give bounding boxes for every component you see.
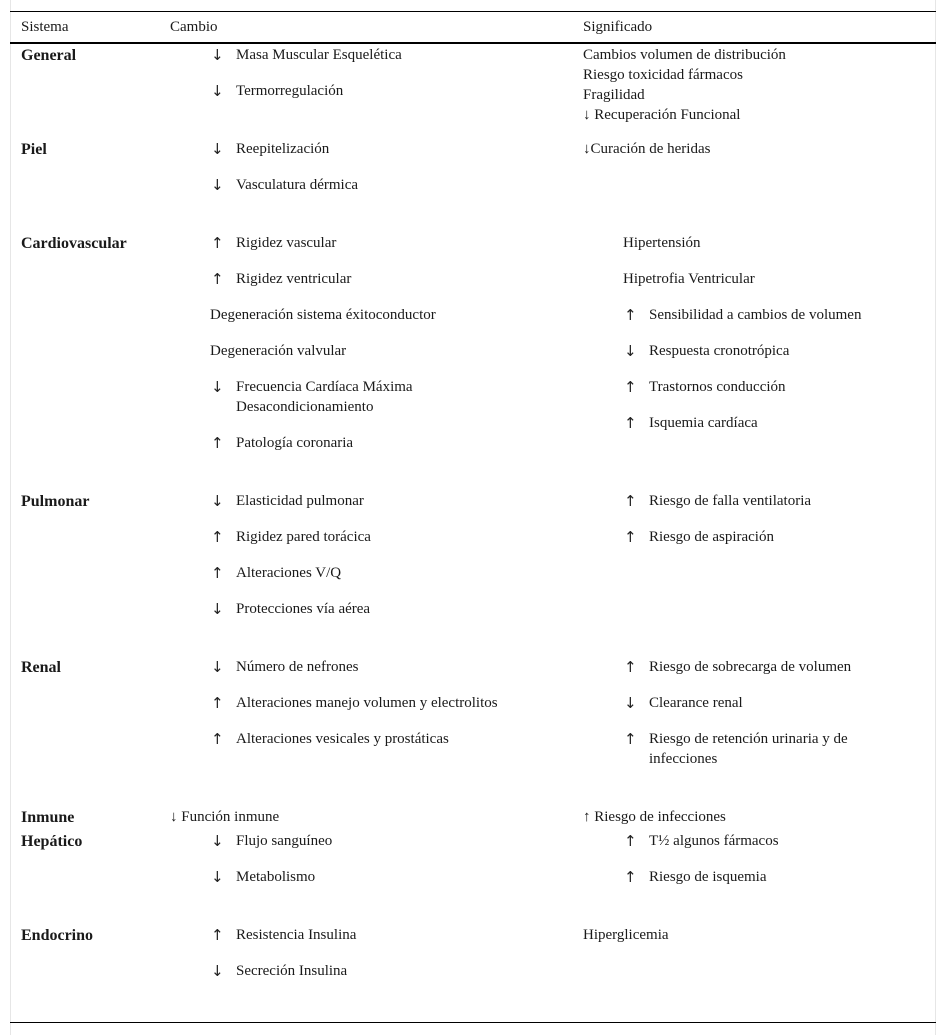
significado-item: Isquemia cardíaca: [649, 415, 758, 431]
significado-item: Riesgo toxicidad fármacos: [583, 67, 743, 83]
significado-item: Clearance renal: [649, 695, 743, 711]
arrow-up-icon: ↑: [211, 694, 224, 712]
significado-item: Trastornos conducción: [649, 379, 786, 395]
arrow-down-icon: ↓: [211, 832, 224, 850]
significado-item: ↓Curación de heridas: [583, 141, 711, 157]
system-name-renal: Renal: [21, 659, 61, 676]
column-header-significado: Significado: [583, 19, 653, 35]
significado-item: Riesgo de retención urinaria y de: [649, 731, 848, 747]
arrow-up-icon: ↑: [624, 658, 637, 676]
cambio-item: ↓ Función inmune: [170, 809, 280, 825]
cambio-item: Alteraciones manejo volumen y electrolitos: [236, 695, 498, 711]
system-name-endocrino: Endocrino: [21, 927, 94, 944]
system-name-pulmonar: Pulmonar: [21, 493, 90, 510]
cambio-item: Metabolismo: [236, 869, 316, 885]
column-header-cambio: Cambio: [170, 19, 218, 35]
cambio-item: Resistencia Insulina: [236, 927, 357, 943]
cambio-item: Flujo sanguíneo: [236, 833, 333, 849]
arrow-up-icon: ↑: [624, 414, 637, 432]
significado-item: Riesgo de isquemia: [649, 869, 767, 885]
cambio-item: Patología coronaria: [236, 435, 354, 451]
arrow-down-icon: ↓: [211, 492, 224, 510]
top-rule: [10, 11, 936, 12]
significado-item: T½ algunos fármacos: [649, 833, 779, 849]
system-name-hepatico: Hepático: [21, 833, 83, 850]
header-rule: [10, 42, 936, 44]
bottom-rule: [10, 1022, 936, 1023]
significado-item: Hipetrofia Ventricular: [623, 271, 755, 287]
significado-item: Riesgo de aspiración: [649, 529, 774, 545]
arrow-down-icon: ↓: [211, 658, 224, 676]
cambio-item: Frecuencia Cardíaca Máxima: [236, 379, 413, 395]
system-name-general: General: [21, 47, 77, 64]
arrow-down-icon: ↓: [624, 694, 637, 712]
arrow-up-icon: ↑: [624, 306, 637, 324]
cambio-item: Rigidez vascular: [236, 235, 337, 251]
cambio-item: Rigidez pared torácica: [236, 529, 371, 545]
significado-item: ↓ Recuperación Funcional: [583, 107, 741, 123]
cambio-item: Termorregulación: [236, 83, 344, 99]
significado-item: Sensibilidad a cambios de volumen: [649, 307, 862, 323]
arrow-down-icon: ↓: [211, 600, 224, 618]
arrow-up-icon: ↑: [211, 234, 224, 252]
cambio-item: Degeneración sistema éxitoconductor: [210, 307, 436, 323]
significado-item: Hiperglicemia: [583, 927, 669, 943]
significado-item: Riesgo de falla ventilatoria: [649, 493, 812, 509]
cambio-item: Protecciones vía aérea: [236, 601, 371, 617]
arrow-up-icon: ↑: [624, 868, 637, 886]
system-name-inmune: Inmune: [21, 809, 75, 826]
significado-item: Hipertensión: [623, 235, 701, 251]
cambio-item: Desacondicionamiento: [236, 399, 374, 415]
arrow-up-icon: ↑: [211, 270, 224, 288]
column-header-sistema: Sistema: [21, 19, 69, 35]
cambio-item: Secreción Insulina: [236, 963, 348, 979]
arrow-up-icon: ↑: [211, 926, 224, 944]
cambio-item: Reepitelización: [236, 141, 330, 157]
arrow-down-icon: ↓: [211, 962, 224, 980]
significado-item: Riesgo de sobrecarga de volumen: [649, 659, 852, 675]
significado-item: Respuesta cronotrópica: [649, 343, 790, 359]
system-name-piel: Piel: [21, 141, 47, 158]
arrow-up-icon: ↑: [211, 528, 224, 546]
arrow-up-icon: ↑: [211, 434, 224, 452]
arrow-down-icon: ↓: [211, 176, 224, 194]
significado-item: infecciones: [649, 751, 718, 767]
arrow-up-icon: ↑: [211, 564, 224, 582]
cambio-item: Alteraciones vesicales y prostáticas: [236, 731, 449, 747]
cambio-item: Alteraciones V/Q: [236, 565, 342, 581]
cambio-item: Rigidez ventricular: [236, 271, 352, 287]
significado-item: ↑ Riesgo de infecciones: [583, 809, 726, 825]
arrow-down-icon: ↓: [624, 342, 637, 360]
arrow-down-icon: ↓: [211, 140, 224, 158]
significado-item: Cambios volumen de distribución: [583, 47, 786, 63]
arrow-up-icon: ↑: [211, 730, 224, 748]
arrow-down-icon: ↓: [211, 868, 224, 886]
table-frame: [10, 0, 936, 1035]
system-name-cardiovascular: Cardiovascular: [21, 235, 127, 252]
cambio-item: Elasticidad pulmonar: [236, 493, 364, 509]
arrow-down-icon: ↓: [211, 82, 224, 100]
cambio-item: Masa Muscular Esquelética: [236, 47, 402, 63]
arrow-down-icon: ↓: [211, 378, 224, 396]
significado-item: Fragilidad: [583, 87, 645, 103]
arrow-up-icon: ↑: [624, 730, 637, 748]
cambio-item: Degeneración valvular: [210, 343, 347, 359]
arrow-up-icon: ↑: [624, 832, 637, 850]
arrow-down-icon: ↓: [211, 46, 224, 64]
arrow-up-icon: ↑: [624, 378, 637, 396]
cambio-item: Vasculatura dérmica: [236, 177, 359, 193]
arrow-up-icon: ↑: [624, 492, 637, 510]
arrow-up-icon: ↑: [624, 528, 637, 546]
cambio-item: Número de nefrones: [236, 659, 359, 675]
